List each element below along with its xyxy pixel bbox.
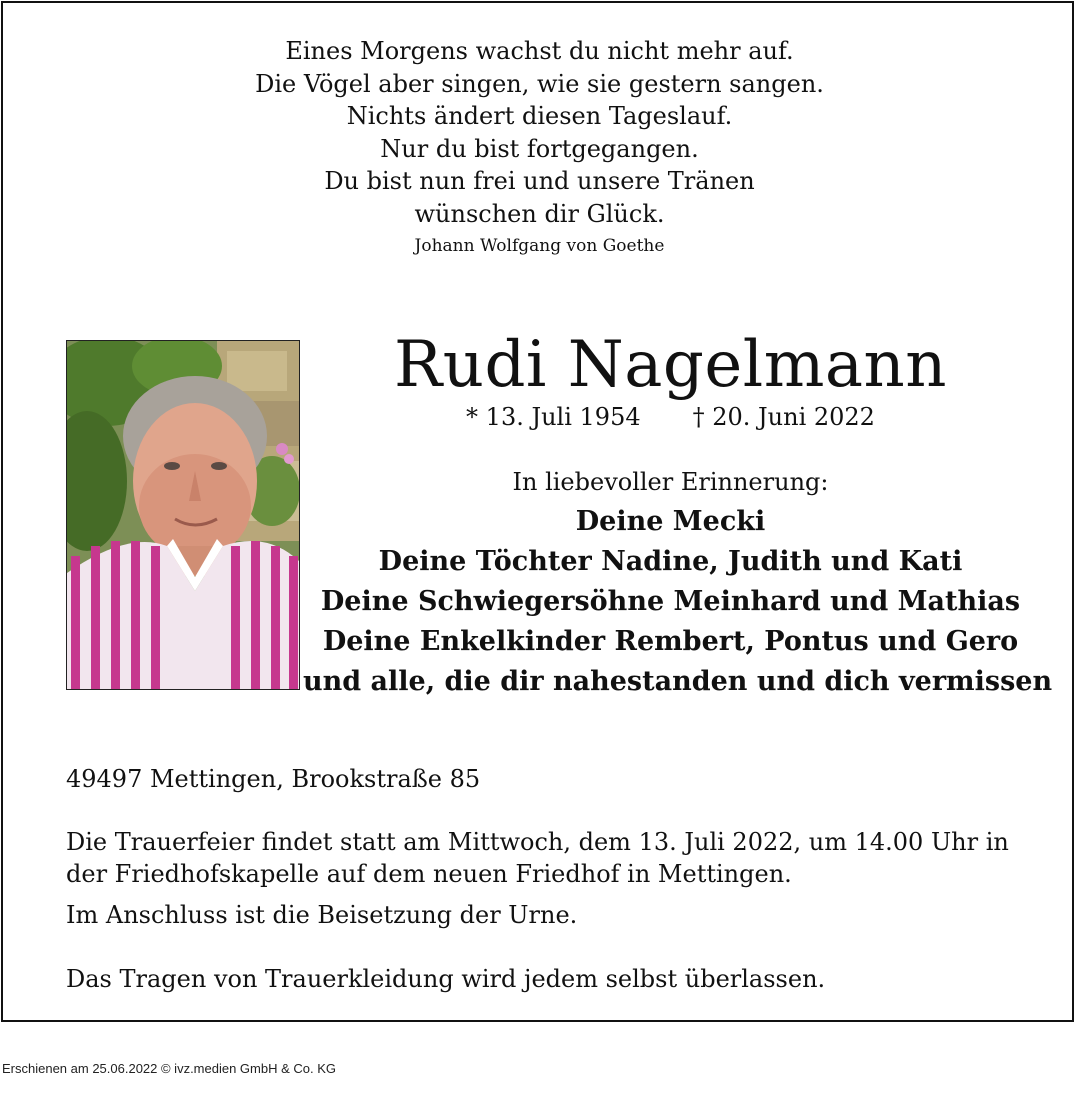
- mourner-line: Deine Enkelkinder Rembert, Pontus und Gero: [322, 626, 1019, 657]
- poem-line: Eines Morgens wachst du nicht mehr auf.: [285, 37, 794, 65]
- deceased-name: Rudi Nagelmann: [394, 328, 947, 402]
- birth-date: * 13. Juli 1954: [466, 403, 641, 431]
- poem-line: wünschen dir Glück.: [414, 199, 665, 228]
- mourner-line: und alle, die dir nahestanden und dich vermissen: [303, 666, 1053, 697]
- obituary-frame: [1, 1, 1074, 1022]
- poem: [3, 35, 1075, 258]
- poem-line: Die Vögel aber singen, wie sie gestern sangen.: [255, 69, 824, 98]
- mourner-line: Deine Mecki: [575, 506, 766, 537]
- ceremony-info: Die Trauerfeier findet statt am Mittwoch, dem 13. Juli 2022, um 14.00 Uhr in der Friedhofskapelle auf dem neuen Friedhof in Mettingen.: [66, 828, 1009, 888]
- publication-footer: Erschienen am 25.06.2022 © ivz.medien GmbH & Co. KG: [2, 1061, 337, 1076]
- portrait-photo: [66, 340, 300, 690]
- remembrance-intro: In liebevoller Erinnerung:: [512, 468, 829, 496]
- mourner-line: Deine Töchter Nadine, Judith und Kati: [378, 546, 963, 577]
- poem-author: Johann Wolfgang von Goethe: [414, 236, 665, 256]
- mourners: [303, 464, 1053, 702]
- dress-note: Das Tragen von Trauerkleidung wird jedem selbst überlassen.: [66, 965, 826, 993]
- mourner-line: Deine Schwiegersöhne Meinhard und Mathias: [320, 586, 1021, 617]
- poem-line: Nur du bist fortgegangen.: [380, 134, 699, 163]
- death-date: † 20. Juni 2022: [692, 403, 875, 431]
- burial-info: Im Anschluss ist die Beisetzung der Urne.: [66, 901, 578, 929]
- poem-line: Nichts ändert diesen Tageslauf.: [346, 102, 733, 130]
- life-dates: [303, 400, 1038, 434]
- poem-line: Du bist nun frei und unsere Tränen: [324, 167, 755, 195]
- address: 49497 Mettingen, Brookstraße 85: [66, 765, 481, 793]
